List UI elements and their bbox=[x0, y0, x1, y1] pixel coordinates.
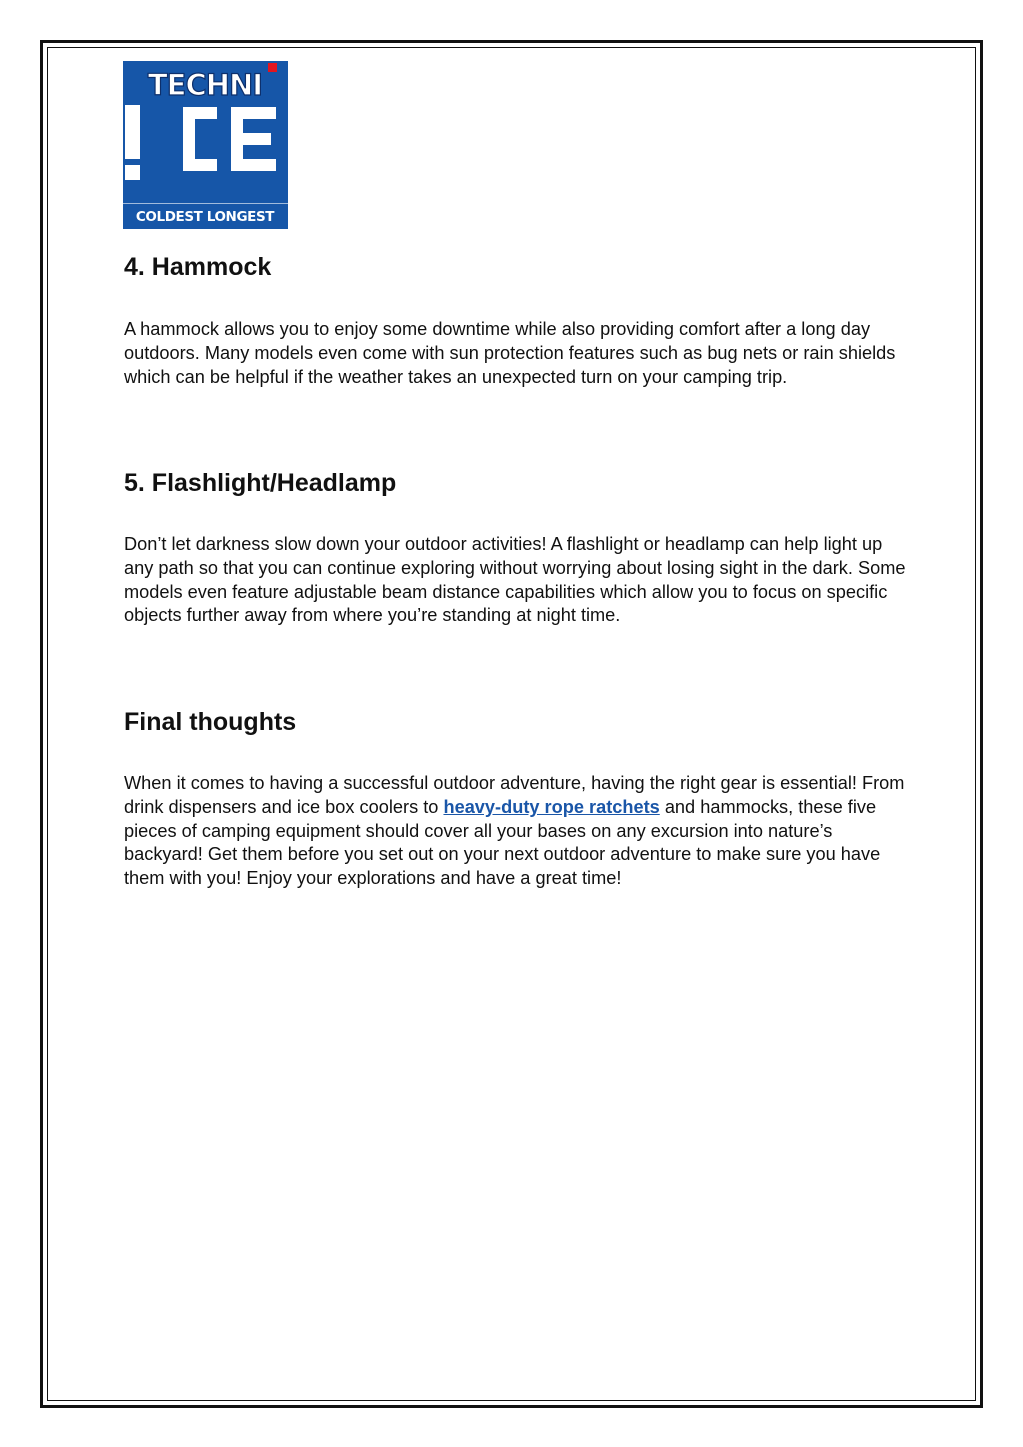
logo-tagline: COLDEST LONGEST bbox=[135, 209, 275, 225]
final-thoughts-text-before-link: When it comes to having a successful outdoor adventure, having the right gear is essential! From drink dispensers and ice box coolers to bbox=[124, 773, 905, 817]
section-heading-hammock: 4. Hammock bbox=[124, 253, 272, 281]
techni-ice-logo bbox=[123, 61, 288, 229]
section-heading-flashlight: 5. Flashlight/Headlamp bbox=[124, 469, 397, 497]
logo-graphic bbox=[123, 61, 288, 229]
section-body-final-thoughts bbox=[124, 772, 914, 891]
section-body-flashlight: Don’t let darkness slow down your outdoor activities! A flashlight or headlamp can help light up any path so that you can continue exploring without worrying about losing sight in the dark. Some models even feature adjustable beam distance capabilities which allow you to focus on specific objects further away from where you’re standing at night time. bbox=[124, 534, 906, 626]
heavy-duty-rope-ratchets-link[interactable]: heavy-duty rope ratchets bbox=[443, 796, 660, 817]
section-heading-final-thoughts: Final thoughts bbox=[124, 708, 297, 736]
logo-top-text: TECHNI bbox=[147, 68, 263, 102]
logo-red-accent bbox=[268, 63, 277, 72]
final-thoughts-text-after-link: and hammocks, these five pieces of camping equipment should cover all your bases on any excursion into nature’s backyard! Get them before you set out on your next outdoor adventure to make sure you have them with you! Enjoy your explorations and have a great time! bbox=[124, 796, 881, 889]
section-body-hammock: A hammock allows you to enjoy some downtime while also providing comfort after a long day outdoors. Many models even come with sun protection features such as bug nets or rain shields which can be helpful if the weather takes an unexpected turn on your camping trip. bbox=[124, 319, 896, 387]
